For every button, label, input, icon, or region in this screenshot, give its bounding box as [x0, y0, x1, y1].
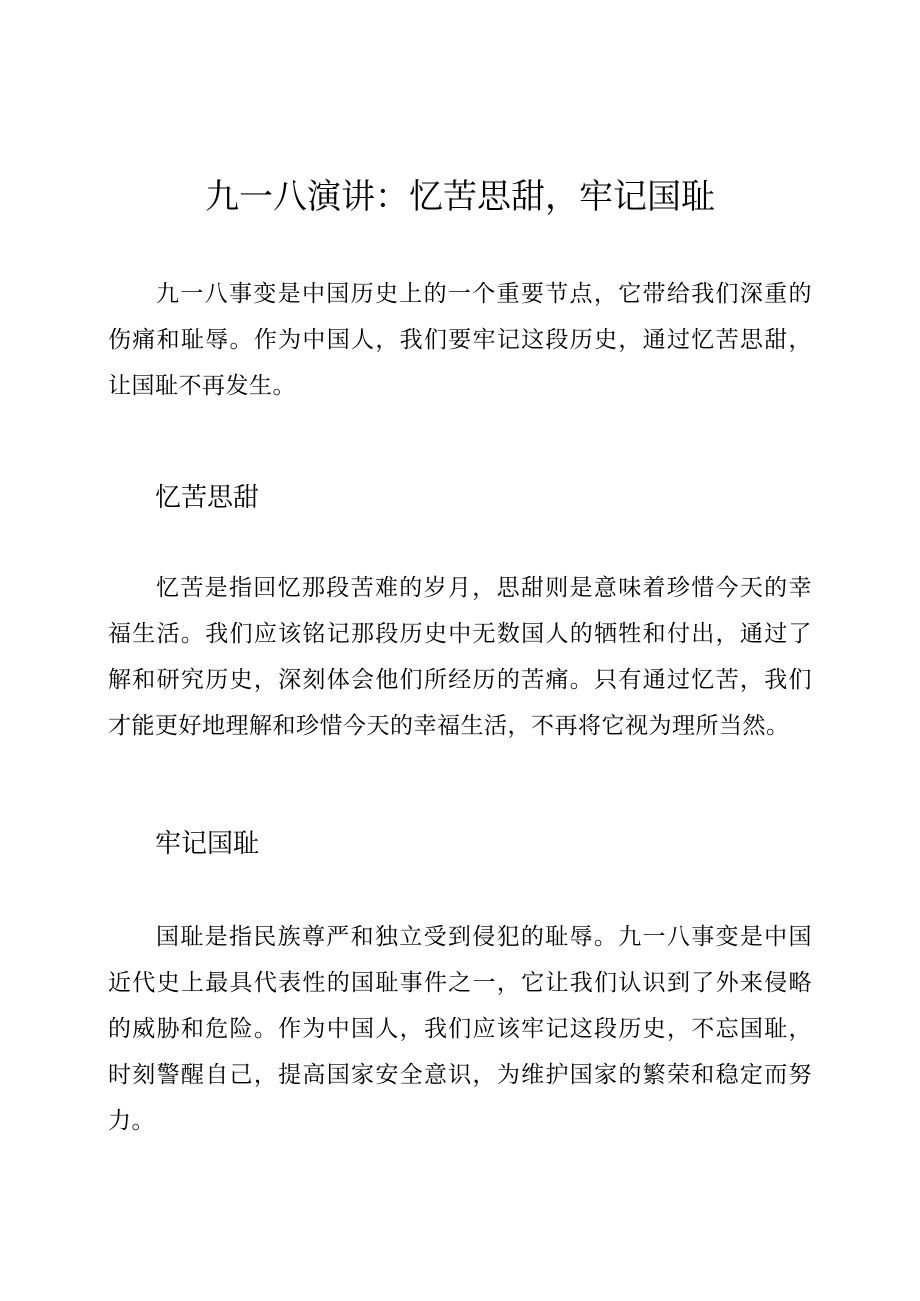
- intro-paragraph: 九一八事变是中国历史上的一个重要节点，它带给我们深重的伤痛和耻辱。作为中国人，我们要牢记这段历史，通过忆苦思甜，让国耻不再发生。: [108, 281, 812, 399]
- section-heading-recall-bitterness: 忆苦思甜: [155, 483, 260, 513]
- section-heading-remember-humiliation: 牢记国耻: [155, 829, 260, 859]
- document-title: 九一八演讲：忆苦思甜，牢记国耻: [205, 177, 715, 217]
- section-body-remember-humiliation: 国耻是指民族尊严和独立受到侵犯的耻辱。九一八事变是中国近代史上最具代表性的国耻事件之一，它让我们认识到了外来侵略的威胁和危险。作为中国人，我们应该牢记这段历史，不忘国耻，时刻警醒自己，提高国家安全意识，为维护国家的繁荣和稳定而努力。: [108, 924, 812, 1134]
- section-body-recall-bitterness: 忆苦是指回忆那段苦难的岁月，思甜则是意味着珍惜今天的幸福生活。我们应该铭记那段历史中无数国人的牺牲和付出，通过了解和研究历史，深刻体会他们所经历的苦痛。只有通过忆苦，我们才能更好地理解和珍惜今天的幸福生活，不再将它视为理所当然。: [108, 575, 812, 739]
